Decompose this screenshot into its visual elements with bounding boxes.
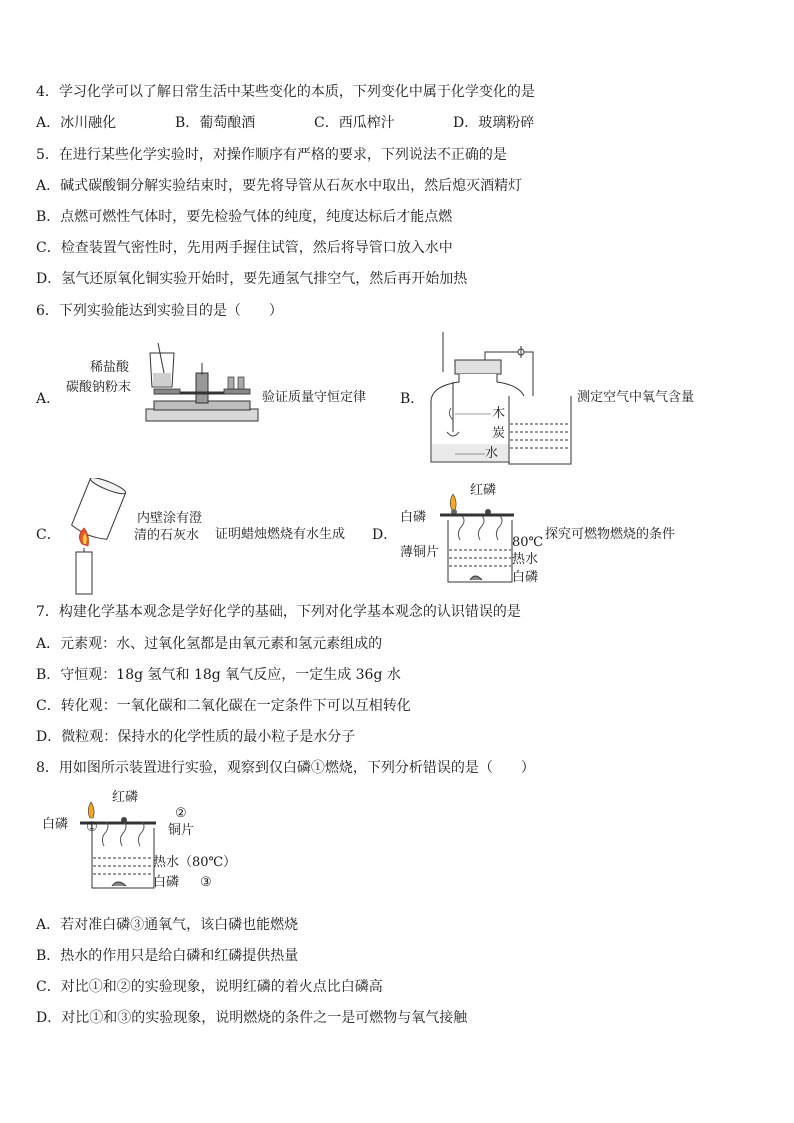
q7-option-d: D．微粒观：保持水的化学性质的最小粒子是水分子 — [36, 729, 356, 745]
q8-white-p-bottom-label: 白磷 — [153, 875, 180, 890]
q6-d-purpose: 探究可燃物燃烧的条件 — [545, 527, 676, 542]
q8-mark-1: ① — [86, 820, 98, 835]
q4-option-a: A．冰川融化 — [36, 115, 117, 131]
balance-figure — [140, 343, 265, 428]
q6-a-hcl-label: 稀盐酸 — [90, 360, 130, 375]
q8-mark-3: ③ — [200, 875, 212, 890]
q8-white-p-label: 白磷 — [42, 817, 69, 832]
q6-d-white-p-top-label: 白磷 — [400, 510, 427, 525]
q4-option-b: B．葡萄酿酒 — [175, 115, 256, 131]
q6-c-wall-label-2: 清的石灰水 — [134, 528, 200, 543]
q7-option-c: C．转化观：一氧化碳和二氧化碳在一定条件下可以互相转化 — [36, 698, 411, 714]
q6-option-a-letter: A． — [36, 391, 61, 407]
candle-figure — [64, 478, 134, 596]
q4-stem: 4．学习化学可以了解日常生活中某些变化的本质，下列变化中属于化学变化的是 — [36, 84, 535, 100]
q6-d-copper-label: 薄铜片 — [400, 545, 440, 560]
q6-option-b-letter: B． — [400, 391, 425, 407]
q6-c-purpose: 证明蜡烛燃烧有水生成 — [215, 527, 346, 542]
q5-option-a: A．碱式碳酸铜分解实验结束时，要先将导管从石灰水中取出，然后熄灭酒精灯 — [36, 178, 523, 194]
q6-d-white-p-bottom-label: 白磷 — [512, 570, 539, 585]
q6-d-red-p-label: 红磷 — [470, 483, 497, 498]
q5-option-b: B．点燃可燃性气体时，要先检验气体的纯度，纯度达标后才能点燃 — [36, 209, 453, 225]
q7-option-a: A．元素观：水、过氧化氢都是由氧元素和氢元素组成的 — [36, 636, 383, 652]
q6-a-purpose: 验证质量守恒定律 — [262, 390, 367, 405]
q8-mark-2: ② — [175, 806, 187, 821]
q6-option-c-letter: C． — [36, 527, 61, 543]
q8-option-a: A．若对准白磷③通氧气，该白磷也能燃烧 — [36, 917, 299, 933]
q6-stem: 6．下列实验能达到实验目的是（ ） — [36, 303, 283, 319]
q6-d-hot-water-label: 热水 — [512, 552, 539, 567]
q6-b-charcoal-label-1: 木 — [492, 406, 506, 421]
q4-option-c: C．西瓜榨汁 — [314, 115, 395, 131]
q6-option-d-letter: D． — [372, 527, 398, 543]
q8-option-b: B．热水的作用只是给白磷和红磷提供热量 — [36, 948, 299, 964]
q6-b-purpose: 测定空气中氧气含量 — [577, 390, 695, 405]
q5-stem: 5．在进行某些化学实验时，对操作顺序有严格的要求，下列说法不正确的是 — [36, 147, 507, 163]
q5-option-c: C．检查装置气密性时，先用两手握住试管，然后将导管口放入水中 — [36, 240, 453, 256]
q8-stem: 8．用如图所示装置进行实验，观察到仅白磷①燃烧，下列分析错误的是（ ） — [36, 760, 535, 776]
q8-copper-label: 铜片 — [168, 823, 195, 838]
q6-d-temp-label: 80℃ — [512, 535, 544, 550]
q6-c-wall-label-1: 内壁涂有澄 — [137, 511, 203, 526]
q8-red-p-label: 红磷 — [112, 790, 139, 805]
q8-option-c: C．对比①和②的实验现象，说明红磷的着火点比白磷高 — [36, 979, 383, 995]
q7-option-b: B．守恒观：18g 氢气和 18g 氧气反应，一定生成 36g 水 — [36, 667, 401, 683]
q8-option-d: D．对比①和③的实验现象，说明燃烧的条件之一是可燃物与氧气接触 — [36, 1010, 468, 1026]
q7-stem: 7．构建化学基本观念是学好化学的基础，下列对化学基本观念的认识错误的是 — [36, 604, 521, 620]
q6-b-water-label: 水 — [485, 446, 499, 461]
oxygen-apparatus-figure — [425, 332, 575, 468]
q5-option-d: D．氢气还原氧化铜实验开始时，要先通氢气排空气，然后再开始加热 — [36, 271, 468, 287]
q6-b-charcoal-label-2: 炭 — [492, 426, 506, 441]
q4-option-d: D．玻璃粉碎 — [453, 115, 535, 131]
q6-a-na2co3-label: 碳酸钠粉末 — [66, 380, 132, 395]
q8-hot-water-label: 热水（80℃） — [153, 855, 237, 870]
